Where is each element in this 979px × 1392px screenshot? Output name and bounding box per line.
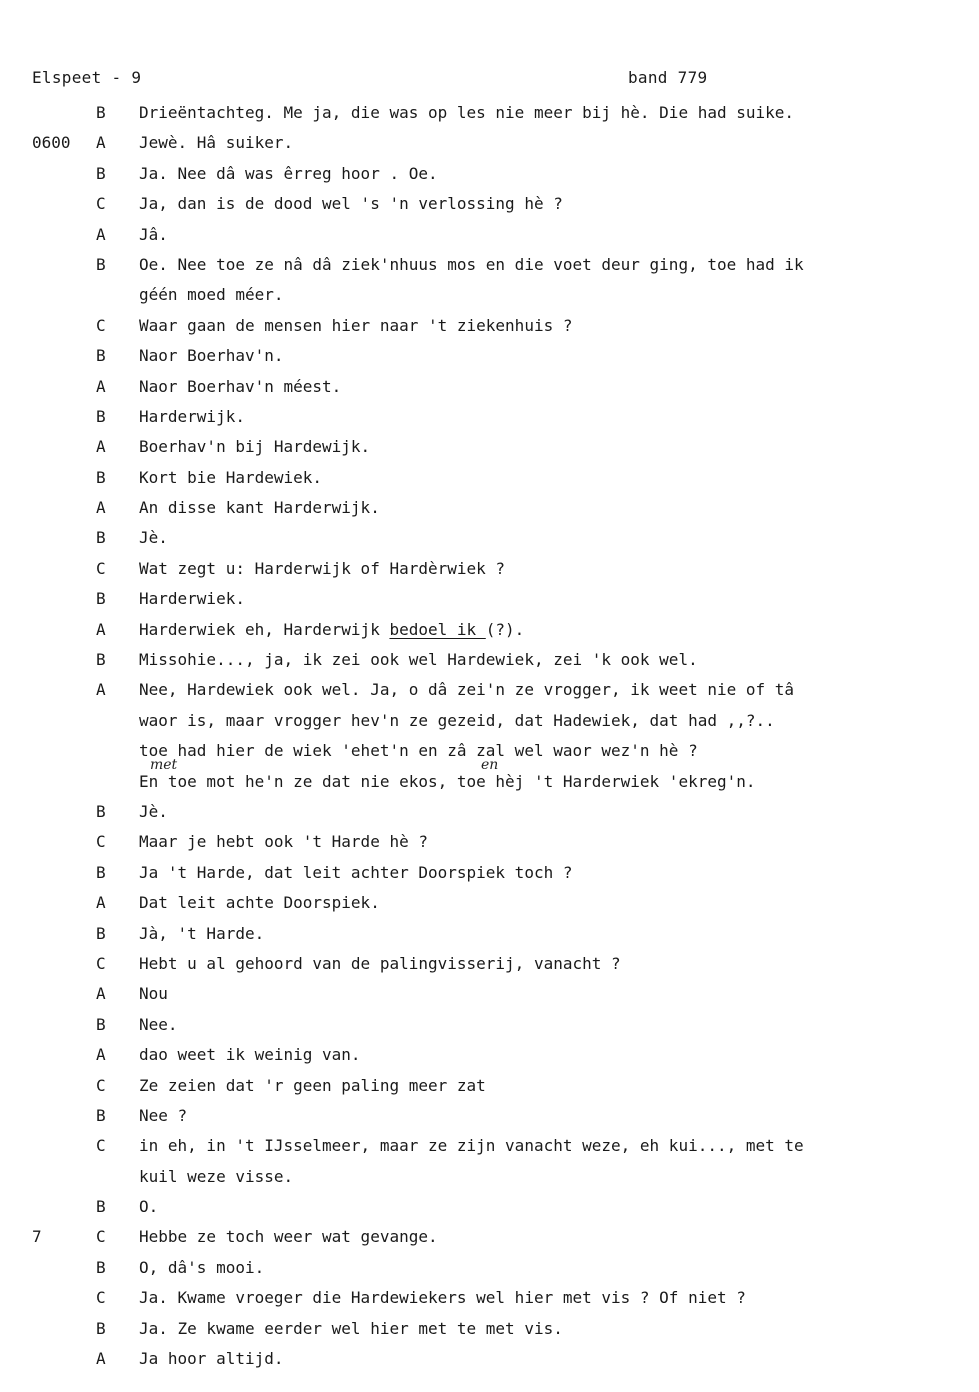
transcript-line xyxy=(0,523,979,553)
utterance-text: Ja. Nee dâ was êrreg hoor . Oe. xyxy=(139,163,438,183)
transcript-line xyxy=(0,584,979,614)
utterance-text: kuil weze visse. xyxy=(139,1166,294,1186)
speaker-label: B xyxy=(96,801,106,821)
speaker-label: B xyxy=(96,467,106,487)
speaker-label: A xyxy=(96,376,106,396)
transcript-line xyxy=(0,949,979,979)
speaker-label: B xyxy=(96,528,106,548)
utterance-text: Harderwijk. xyxy=(139,406,245,426)
transcript-line xyxy=(0,1344,979,1374)
utterance-text: Nee. xyxy=(139,1014,178,1034)
speaker-label: B xyxy=(96,862,106,882)
transcript-line xyxy=(0,888,979,918)
utterance-text: Wat zegt u: Harderwijk of Hardèrwiek ? xyxy=(139,558,506,578)
transcript-line xyxy=(0,1010,979,1040)
speaker-label: B xyxy=(96,650,106,670)
transcript-line xyxy=(0,98,979,128)
speaker-label: A xyxy=(96,680,106,700)
speaker-label: A xyxy=(96,437,106,457)
transcript-line xyxy=(0,128,979,158)
transcript-line xyxy=(0,797,979,827)
transcript-line xyxy=(0,554,979,584)
speaker-label: A xyxy=(96,619,106,639)
utterance-text: Jâ. xyxy=(139,224,168,244)
transcript-line xyxy=(0,402,979,432)
utterance-text: in eh, in 't IJsselmeer, maar ze zijn vanacht weze, eh kui..., met te xyxy=(139,1136,804,1156)
utterance-text: O, dâ's mooi. xyxy=(139,1257,265,1277)
utterance-text: Nee, Hardewiek ook wel. Ja, o dâ zei'n ze vrogger, ik weet nie of tâ xyxy=(139,680,795,700)
speaker-label: A xyxy=(96,1349,106,1369)
utterance-text: Jè. xyxy=(139,801,168,821)
speaker-label: B xyxy=(96,163,106,183)
speaker-label: A xyxy=(96,498,106,518)
utterance-text: Waar gaan de mensen hier naar 't ziekenhuis ? xyxy=(139,315,573,335)
utterance-text: Naor Boerhav'n. xyxy=(139,346,284,366)
transcript-line xyxy=(0,1192,979,1222)
speaker-label: B xyxy=(96,254,106,274)
transcript-line xyxy=(0,372,979,402)
transcript-line xyxy=(0,280,979,310)
utterance-text: Harderwiek. xyxy=(139,589,245,609)
speaker-label: A xyxy=(96,224,106,244)
transcript-line xyxy=(0,706,979,736)
utterance-text: Ja 't Harde, dat leit achter Doorspiek toch ? xyxy=(139,862,573,882)
utterance-text: Boerhav'n bij Hardewijk. xyxy=(139,437,371,457)
transcript-line xyxy=(0,858,979,888)
utterance-text: géén moed méer. xyxy=(139,285,284,305)
transcript-line xyxy=(0,919,979,949)
transcript-line xyxy=(0,159,979,189)
utterance-text xyxy=(139,615,524,645)
utterance-text: Jè. xyxy=(139,528,168,548)
utterance-text: Hebt u al gehoord van de palingvisserij, vanacht ? xyxy=(139,953,621,973)
transcript-line xyxy=(0,250,979,280)
transcript-line xyxy=(0,1071,979,1101)
utterance-text: An disse kant Harderwijk. xyxy=(139,498,380,518)
transcript-body xyxy=(0,98,979,1374)
transcript-line xyxy=(0,463,979,493)
speaker-label: B xyxy=(96,1014,106,1034)
speaker-label: B xyxy=(96,103,106,122)
utterance-text: Hebbe ze toch weer wat gevange. xyxy=(139,1227,438,1247)
utterance-text: Jewè. Hâ suiker. xyxy=(139,133,294,153)
speaker-label: B xyxy=(96,1257,106,1277)
margin-marker: 7 xyxy=(32,1227,42,1247)
utterance-text: Dat leit achte Doorspiek. xyxy=(139,893,380,913)
transcript-line xyxy=(0,189,979,219)
utterance-text: Naor Boerhav'n méest. xyxy=(139,376,342,396)
transcript-line xyxy=(0,1131,979,1161)
speaker-label: C xyxy=(96,832,106,852)
utterance-text: waor is, maar vrogger hev'n ze gezeid, dat Hadewiek, dat had ,,?.. xyxy=(139,710,775,730)
utterance-text: Nee ? xyxy=(139,1105,188,1125)
utterance-text: Nou xyxy=(139,984,168,1004)
transcript-line xyxy=(0,1314,979,1344)
transcript-line xyxy=(0,493,979,523)
speaker-label: C xyxy=(96,953,106,973)
transcript-line xyxy=(0,1253,979,1283)
transcript-line xyxy=(0,1222,979,1252)
handwritten-insert-met: met xyxy=(150,757,178,773)
transcript-line xyxy=(0,615,979,645)
utterance-text-part: (?). xyxy=(485,619,525,639)
utterance-text: En toe mot he'n ze dat nie ekos, toe hèj 't Harderwiek 'ekreg'n. xyxy=(139,771,756,791)
transcript-line xyxy=(0,311,979,341)
transcript-line xyxy=(0,341,979,371)
tape-number: band 779 xyxy=(628,68,708,87)
speaker-label: B xyxy=(96,346,106,366)
speaker-label: C xyxy=(96,1288,106,1308)
utterance-text: Maar je hebt ook 't Harde hè ? xyxy=(139,832,428,852)
transcript-line xyxy=(0,1101,979,1131)
margin-marker: 0600 xyxy=(32,133,71,153)
utterance-text: Ja. Ze kwame eerder wel hier met te met vis. xyxy=(139,1318,563,1338)
underlined-phrase: bedoel ik xyxy=(389,619,486,639)
speaker-label: A xyxy=(96,984,106,1004)
speaker-label: A xyxy=(96,133,106,153)
utterance-text: Drieëntachteg. Me ja, die was op les nie meer bij hè. Die had suike. xyxy=(139,103,795,122)
utterance-text: O. xyxy=(139,1197,159,1217)
utterance-text: Ze zeien dat 'r geen paling meer zat xyxy=(139,1075,486,1095)
speaker-label: C xyxy=(96,1227,106,1247)
utterance-text: Oe. Nee toe ze nâ dâ ziek'nhuus mos en die voet deur ging, toe had ik xyxy=(139,254,804,274)
speaker-label: B xyxy=(96,589,106,609)
transcript-line xyxy=(0,979,979,1009)
speaker-label: C xyxy=(96,1075,106,1095)
utterance-text: Kort bie Hardewiek. xyxy=(139,467,323,487)
transcript-line xyxy=(0,1040,979,1070)
speaker-label: B xyxy=(96,406,106,426)
speaker-label: A xyxy=(96,1045,106,1065)
utterance-text-part: Harderwiek eh, Harderwijk xyxy=(139,619,390,639)
utterance-text: dao weet ik weinig van. xyxy=(139,1045,361,1065)
speaker-label: A xyxy=(96,893,106,913)
page-header xyxy=(32,68,939,92)
speaker-label: C xyxy=(96,558,106,578)
transcript-line xyxy=(0,220,979,250)
speaker-label: B xyxy=(96,1197,106,1217)
utterance-text: Missohie..., ja, ik zei ook wel Hardewiek, zei 'k ook wel. xyxy=(139,650,698,670)
speaker-label: B xyxy=(96,923,106,943)
transcript-line xyxy=(0,675,979,705)
document-title: Elspeet - 9 xyxy=(32,68,142,87)
speaker-label: B xyxy=(96,1105,106,1125)
speaker-label: C xyxy=(96,194,106,214)
speaker-label: C xyxy=(96,315,106,335)
utterance-text: Ja. Kwame vroeger die Hardewiekers wel hier met vis ? Of niet ? xyxy=(139,1288,746,1308)
transcript-line xyxy=(0,1162,979,1192)
handwritten-insert-en: en xyxy=(481,757,499,773)
transcript-line xyxy=(0,645,979,675)
speaker-label: C xyxy=(96,1136,106,1156)
utterance-text: Jà, 't Harde. xyxy=(139,923,265,943)
utterance-text: Ja hoor altijd. xyxy=(139,1349,284,1369)
transcript-line xyxy=(0,827,979,857)
transcript-line xyxy=(0,1283,979,1313)
transcript-line xyxy=(0,432,979,462)
utterance-text: toe had hier de wiek 'ehet'n en zâ zal wel waor wez'n hè ? xyxy=(139,741,698,761)
speaker-label: B xyxy=(96,1318,106,1338)
utterance-text: Ja, dan is de dood wel 's 'n verlossing hè ? xyxy=(139,194,563,214)
